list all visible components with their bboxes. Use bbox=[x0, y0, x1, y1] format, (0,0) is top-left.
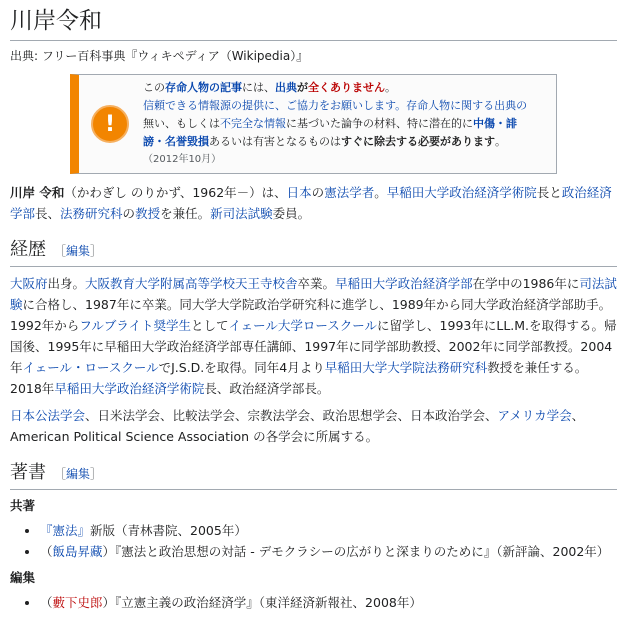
memberships-text: 、日米法学会、比較法学会、宗教法学会、政治思想学会、日本政治学会、 bbox=[85, 408, 498, 423]
notice-text: に基づいた論争の材料、特に潜在的に bbox=[286, 117, 473, 130]
intro-text: の bbox=[122, 206, 136, 221]
edited-list bbox=[10, 592, 617, 613]
notice-text: には、 bbox=[242, 81, 275, 94]
edit-bracket: ］ bbox=[90, 467, 103, 481]
career-text: 長、政治経済学部長。 bbox=[204, 381, 330, 396]
career-text: 出身。 bbox=[47, 276, 86, 291]
list-item bbox=[40, 520, 617, 541]
memberships-paragraph bbox=[10, 405, 617, 447]
notice-text: この bbox=[143, 81, 165, 94]
intro-text: 委員。 bbox=[272, 206, 311, 221]
section-heading-works bbox=[10, 461, 617, 490]
intro-text: 。 bbox=[374, 185, 387, 200]
notice-text: あるいは有害となるものは bbox=[209, 135, 341, 148]
exclamation-icon: ! bbox=[91, 105, 129, 143]
subheading-coauthored: 共著 bbox=[10, 498, 36, 513]
link-fulbright[interactable]: フルブライト奨学生 bbox=[79, 318, 191, 333]
list-item bbox=[40, 541, 617, 562]
list-item bbox=[40, 592, 617, 613]
link-school-politics[interactable]: 政治経済学部 bbox=[10, 185, 612, 221]
intro-text: を兼任。 bbox=[160, 206, 211, 221]
link-bar-exam-2[interactable]: 司法試験 bbox=[10, 276, 617, 312]
edit-section bbox=[54, 467, 102, 481]
career-text: として bbox=[190, 318, 229, 333]
notice-text-emphasis: すぐに除去する必要があります bbox=[341, 135, 495, 148]
defamation-link-cont[interactable]: 謗・名誉毀損 bbox=[143, 135, 209, 148]
link-high-school[interactable]: 大阪教育大学附属高等学校天王寺校舎 bbox=[85, 276, 298, 291]
notice-date: （2012年10月） bbox=[143, 154, 222, 165]
link-professor[interactable]: 教授 bbox=[135, 206, 161, 221]
list-item-text: （ bbox=[40, 544, 53, 559]
link-iijima[interactable]: 飯島昇藏 bbox=[52, 544, 103, 559]
source-link[interactable]: 出典 bbox=[275, 81, 297, 94]
career-text: 教授を兼任する。2018年 bbox=[10, 360, 588, 396]
page-source: 出典: フリー百科事典『ウィキペディア（Wikipedia）』 bbox=[10, 49, 309, 63]
link-waseda-faculty-2[interactable]: 早稲田大学政治経済学術院 bbox=[54, 381, 205, 396]
edit-bracket: ］ bbox=[90, 244, 103, 258]
intro-text: 長、 bbox=[35, 206, 61, 221]
link-constitutional-scholar[interactable]: 憲法学者 bbox=[324, 185, 375, 200]
section-title: 経歴 bbox=[10, 239, 46, 260]
list-item-text: 新版（青林書院、2005年） bbox=[90, 523, 247, 538]
notice-text: 。 bbox=[385, 81, 396, 94]
incomplete-info-link[interactable]: 不完全な情報 bbox=[220, 117, 286, 130]
redlink-yabushita[interactable]: 藪下史郎 bbox=[52, 595, 103, 610]
career-text: でJ.S.D.を取得。同年4月より bbox=[158, 360, 325, 375]
career-paragraph bbox=[10, 273, 617, 399]
list-item-text: ）『憲法と政治思想の対話 - デモクラシーの広がりと深まりのために』（新評論、2002年） bbox=[102, 544, 610, 559]
edit-bracket: ［ bbox=[54, 244, 67, 258]
subheading-edited: 編集 bbox=[10, 570, 36, 585]
reliable-sources-link[interactable]: 信頼できる情報源の提供に、ご協力をお願いします。存命人物に関する出典の bbox=[143, 99, 528, 112]
link-yale-law[interactable]: イェール大学ロースクール bbox=[228, 318, 378, 333]
page-title: 川岸令和 bbox=[10, 6, 617, 41]
edit-link-career[interactable]: 編集 bbox=[66, 244, 91, 258]
link-law-school[interactable]: 法務研究科 bbox=[60, 206, 123, 221]
career-text: に合格し、1987年に卒業。同大学大学院政治学研究科に進学し、1989年から同大学政治経済学部助手。1992年から bbox=[10, 297, 612, 333]
living-person-article-link[interactable]: 存命人物の記事 bbox=[165, 81, 242, 94]
link-yale-law-2[interactable]: イェール・ロースクール bbox=[22, 360, 159, 375]
section-title: 著書 bbox=[10, 462, 46, 483]
defamation-link[interactable]: 中傷・誹 bbox=[473, 117, 517, 130]
unreferenced-notice-box bbox=[70, 74, 557, 174]
career-text: 在学中の1986年に bbox=[472, 276, 580, 291]
edit-link-works[interactable]: 編集 bbox=[66, 467, 91, 481]
notice-text-emphasis: 全くありません bbox=[308, 81, 385, 94]
link-american-studies[interactable]: アメリカ学会 bbox=[497, 408, 572, 423]
notice-text bbox=[143, 79, 527, 169]
notice-text: 無い、もしくは bbox=[143, 117, 220, 130]
link-public-law-assoc[interactable]: 日本公法学会 bbox=[10, 408, 86, 423]
memberships-text: 、American Political Science Association の各学会に所属する。 bbox=[10, 408, 585, 444]
career-text: に留学し、1993年にLL.M.を取得する。帰国後、1995年に早稲田大学政治経済学部専任講師、1997年に同学部助教授、2002年に同学部教授。2004年 bbox=[10, 318, 617, 375]
coauthored-list bbox=[10, 520, 617, 562]
section-heading-career bbox=[10, 238, 617, 267]
edit-section bbox=[54, 244, 102, 258]
link-kenpo-book[interactable]: 『憲法』 bbox=[40, 523, 91, 538]
link-bar-exam[interactable]: 新司法試験 bbox=[210, 206, 273, 221]
notice-text: 。 bbox=[495, 135, 506, 148]
link-waseda-faculty[interactable]: 早稲田大学政治経済学術院 bbox=[386, 185, 537, 200]
career-text: 卒業。 bbox=[297, 276, 336, 291]
notice-text: が bbox=[297, 81, 308, 94]
subject-name: 川岸 令和 bbox=[10, 185, 65, 200]
link-waseda-politics[interactable]: 早稲田大学政治経済学部 bbox=[335, 276, 473, 291]
edit-bracket: ［ bbox=[54, 467, 67, 481]
intro-paragraph bbox=[10, 182, 617, 224]
link-waseda-law-school[interactable]: 早稲田大学大学院法務研究科 bbox=[324, 360, 488, 375]
intro-text: （かわぎし のりかず、1962年－）は、 bbox=[64, 185, 287, 200]
list-item-text: （ bbox=[40, 595, 53, 610]
link-japan[interactable]: 日本 bbox=[286, 185, 312, 200]
intro-text: 長と bbox=[536, 185, 562, 200]
list-item-text: ）『立憲主義の政治経済学』（東洋経済新報社、2008年） bbox=[102, 595, 422, 610]
link-osaka[interactable]: 大阪府 bbox=[10, 276, 48, 291]
intro-text: の bbox=[311, 185, 325, 200]
